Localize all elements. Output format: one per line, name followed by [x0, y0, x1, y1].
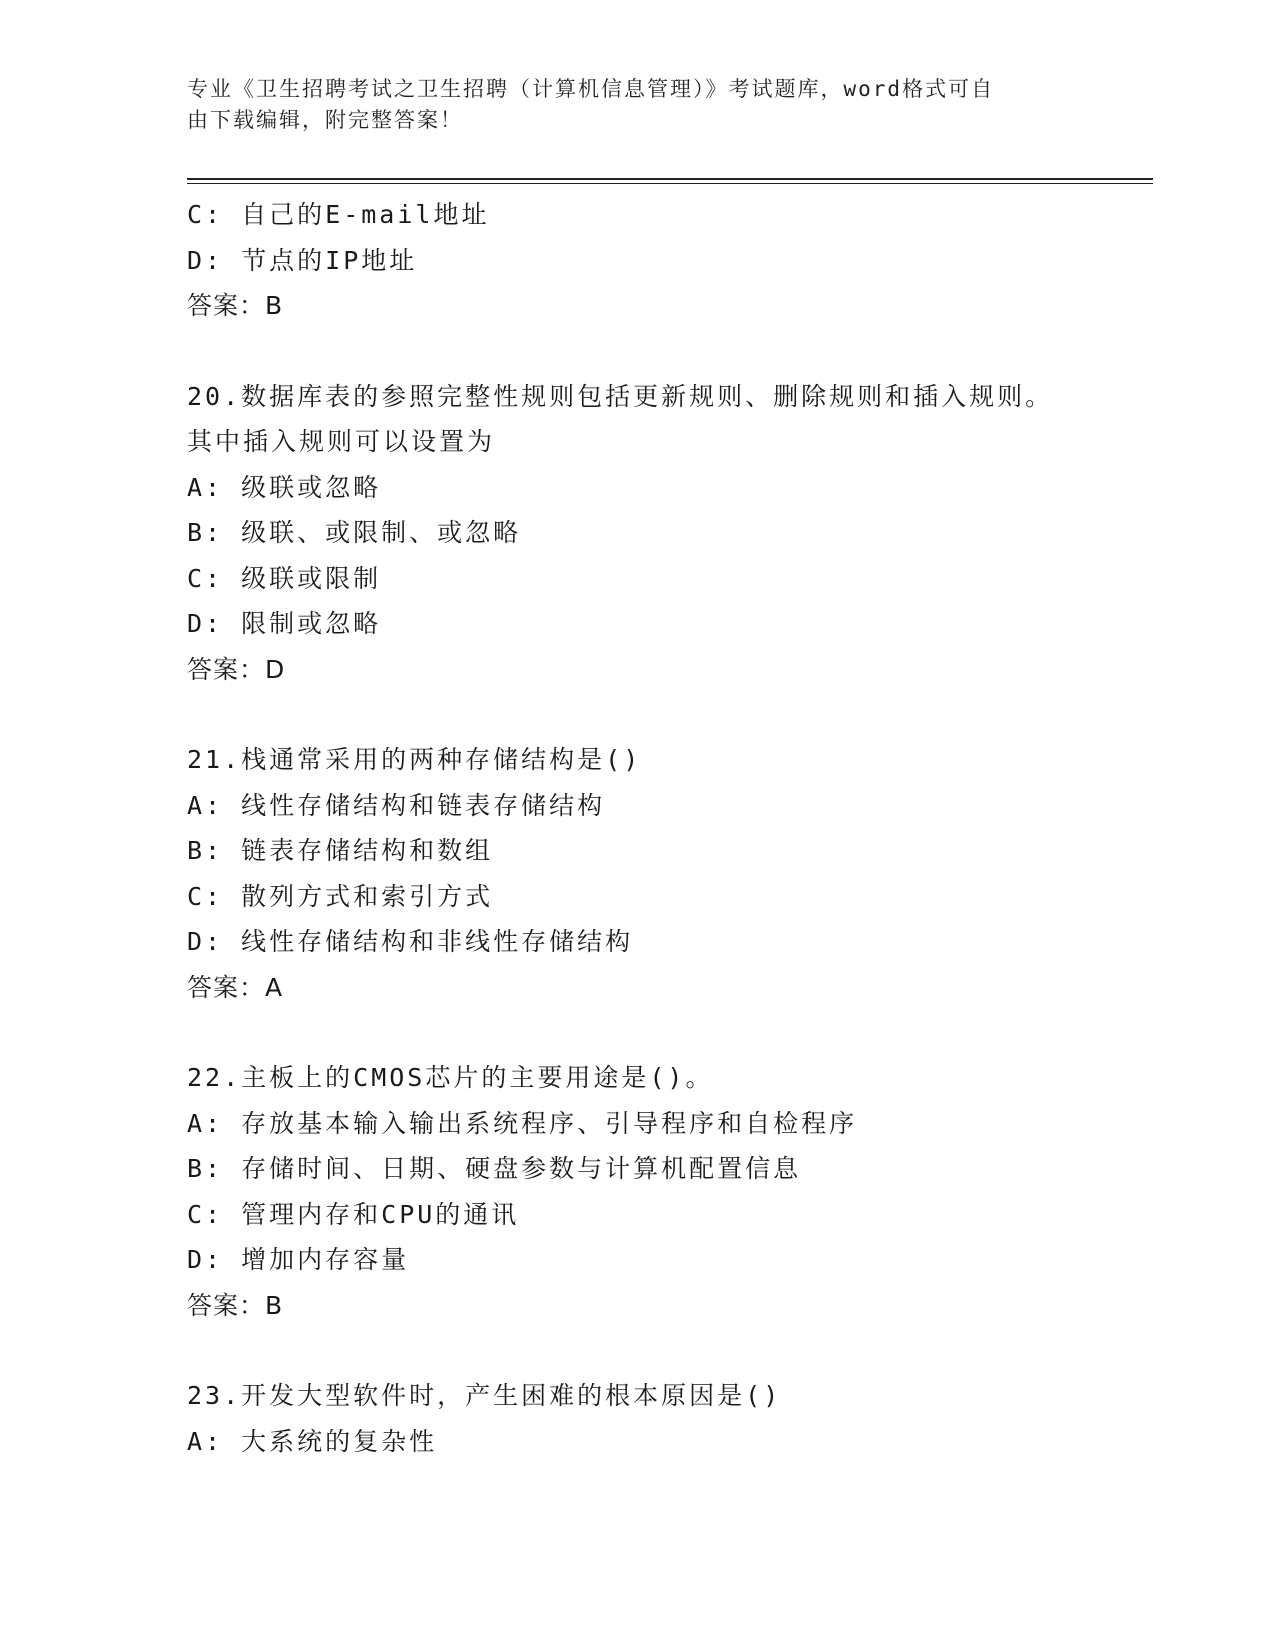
option-a: A: 线性存储结构和链表存储结构	[187, 790, 606, 820]
question-stem: 20.数据库表的参照完整性规则包括更新规则、删除规则和插入规则。	[187, 381, 1054, 411]
answer-line: 答案：B	[187, 291, 284, 320]
question-stem: 21.栈通常采用的两种存储结构是()	[187, 745, 642, 774]
question-stem: 22.主板上的CMOS芯片的主要用途是()。	[187, 1063, 714, 1092]
spacer	[187, 329, 1147, 374]
option-d: D: 线性存储结构和非线性存储结构	[187, 927, 634, 956]
question-stem: 23.开发大型软件时，产生困难的根本原因是()	[187, 1381, 782, 1410]
question-block-22	[187, 1055, 1147, 1328]
spacer	[187, 1010, 1147, 1055]
question-block-21	[187, 737, 1147, 1010]
option-b: B: 级联、或限制、或忽略	[187, 518, 522, 547]
header-line-2: 由下载编辑，附完整答案！	[187, 108, 463, 132]
option-a: A: 级联或忽略	[187, 472, 382, 502]
answer-line: 答案：D	[187, 654, 286, 684]
question-stem-continued: 其中插入规则可以设置为	[187, 427, 496, 456]
answer-line: 答案：B	[187, 1290, 284, 1320]
option-b: B: 链表存储结构和数组	[187, 836, 494, 865]
header-line-1: 专业《卫生招聘考试之卫生招聘（计算机信息管理）》考试题库，word格式可自	[187, 77, 995, 101]
question-list	[187, 192, 1147, 1464]
spacer	[187, 1328, 1147, 1373]
header-divider-thin	[187, 183, 1153, 184]
option-a: A: 大系统的复杂性	[187, 1426, 438, 1456]
header-divider-thick	[187, 178, 1153, 180]
option-d: D: 增加内存容量	[187, 1245, 410, 1274]
option-c: C: 级联或限制	[187, 563, 382, 593]
option-a: A: 存放基本输入输出系统程序、引导程序和自检程序	[187, 1108, 858, 1138]
option-c: C: 散列方式和索引方式	[187, 881, 494, 911]
question-block-20	[187, 374, 1147, 693]
document-header	[187, 74, 1067, 136]
answer-line: 答案：A	[187, 972, 284, 1002]
spacer	[187, 692, 1147, 737]
question-block-partial	[187, 192, 1147, 329]
option-d: D: 节点的IP地址	[187, 245, 418, 275]
option-c: C: 管理内存和CPU的通讯	[187, 1199, 520, 1229]
option-c: C: 自己的E-mail地址	[187, 200, 490, 229]
question-block-23	[187, 1373, 1147, 1464]
option-b: B: 存储时间、日期、硬盘参数与计算机配置信息	[187, 1154, 802, 1183]
option-d: D: 限制或忽略	[187, 609, 382, 638]
